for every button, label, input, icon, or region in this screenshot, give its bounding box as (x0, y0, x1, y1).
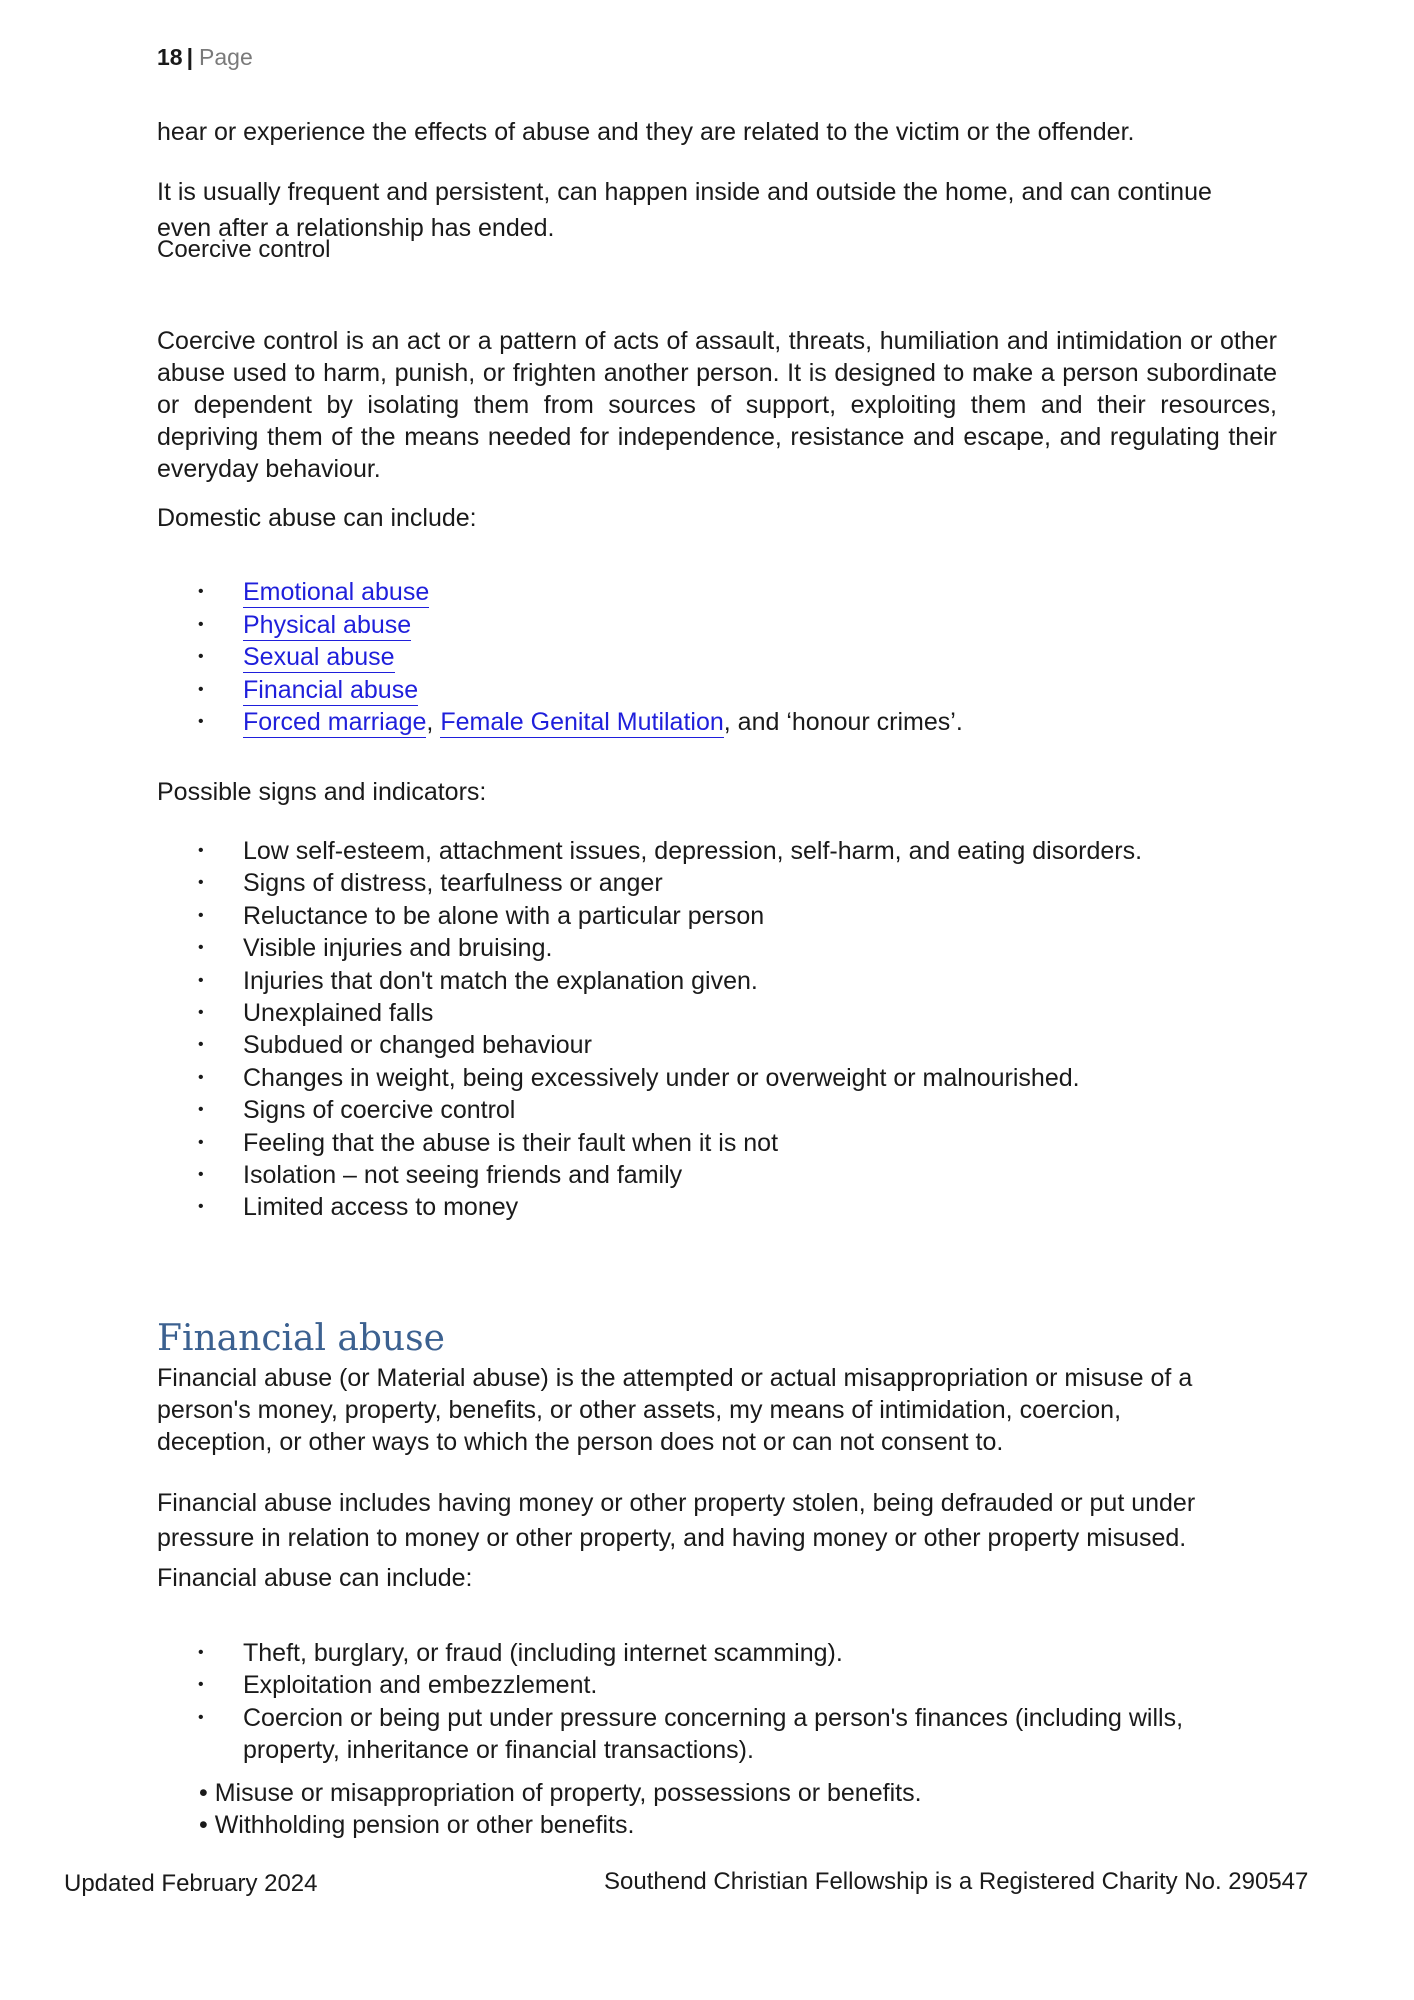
list-item (198, 835, 1142, 867)
physical-abuse-link[interactable]: Physical abuse (243, 610, 412, 639)
bullet: • (198, 1644, 204, 1661)
list-item (198, 1094, 1142, 1126)
list-item (198, 576, 963, 609)
list-item (198, 1669, 1258, 1701)
bullet: • (198, 713, 204, 731)
list-item (198, 1127, 1142, 1159)
list-item-text: Changes in weight, being excessively under or overweight or malnourished. (243, 1063, 1080, 1092)
list-item-text: Isolation – not seeing friends and family (243, 1161, 683, 1190)
comma: , (426, 708, 434, 737)
list-item (198, 965, 1142, 997)
footer-charity: Southend Christian Fellowship is a Registered Charity No. 290547 (604, 1868, 1309, 1895)
list-item-text: Signs of coercive control (243, 1096, 516, 1125)
list-item (198, 706, 963, 739)
bullet: • (198, 971, 204, 989)
list-item-text: Theft, burglary, or fraud (including internet scamming). (243, 1639, 843, 1667)
list-item-text: Injuries that don't match the explanation given. (243, 966, 758, 995)
bullet: • (198, 1708, 204, 1726)
bullet: • (198, 680, 204, 698)
bullet: • (198, 1166, 204, 1184)
bullet: • (198, 1068, 204, 1086)
bullet: • (198, 648, 204, 666)
coercive-control-heading: Coercive control (157, 236, 331, 263)
list-item-text: Subdued or changed behaviour (243, 1031, 592, 1060)
signs-intro: Possible signs and indicators: (157, 778, 487, 806)
bullet: • (198, 1036, 204, 1054)
bullet: • (198, 1676, 204, 1694)
list-item-text: Reluctance to be alone with a particular person (243, 901, 765, 930)
sexual-abuse-link[interactable]: Sexual abuse (243, 643, 395, 672)
list-item-text: Exploitation and embezzlement. (243, 1671, 598, 1700)
page-number: 18 (157, 44, 183, 70)
honour-crimes-text: , and ‘honour crimes’. (723, 708, 963, 737)
bullet: • (198, 1101, 204, 1119)
domestic-abuse-list (198, 576, 963, 739)
list-item (198, 1062, 1142, 1094)
signs-list (198, 835, 1142, 1224)
list-item (198, 641, 963, 674)
page-separator: | (186, 44, 194, 70)
list-item (198, 1637, 1258, 1669)
female-genital-mutilation-link[interactable]: Female Genital Mutilation (440, 708, 724, 737)
financial-abuse-para-1: Financial abuse (or Material abuse) is the attempted or actual misappropriation or misuse of a person's money, property, benefits, or other assets, my means of intimidation, coercion, deception, or other ways to which the person does not or can not consent to. (157, 1364, 1193, 1456)
list-item-text: Coercion or being put under pressure concerning a person's finances (including wills, property, inheritance or financial transactions). (243, 1703, 1184, 1765)
page-label: Page (199, 44, 253, 70)
list-item-text: Unexplained falls (243, 999, 434, 1028)
forced-marriage-link[interactable]: Forced marriage (243, 708, 427, 737)
list-item (198, 867, 1142, 899)
misuse-item: • Misuse or misappropriation of property, possessions or benefits. (199, 1779, 922, 1807)
withholding-item: • Withholding pension or other benefits. (199, 1811, 635, 1839)
intro-line-2: It is usually frequent and persistent, can happen inside and outside the home, and can continue even after a relationship has ended. (157, 178, 1212, 242)
list-item-text: Signs of distress, tearfulness or anger (243, 869, 663, 898)
list-item (198, 609, 963, 642)
list-item (198, 1702, 1258, 1767)
list-item (198, 1191, 1142, 1223)
list-item-text: Feeling that the abuse is their fault when it is not (243, 1128, 779, 1157)
bullet: • (198, 583, 204, 600)
bullet: • (198, 874, 204, 892)
list-item (198, 674, 963, 707)
financial-abuse-link[interactable]: Financial abuse (243, 675, 419, 704)
emotional-abuse-link[interactable]: Emotional abuse (243, 578, 430, 606)
list-item (198, 932, 1142, 964)
list-item-text: Limited access to money (243, 1193, 519, 1222)
list-item-text: Visible injuries and bruising. (243, 934, 553, 963)
bullet: • (198, 615, 204, 633)
bullet: • (198, 906, 204, 924)
list-item (198, 1159, 1142, 1191)
financial-abuse-intro: Financial abuse can include: (157, 1564, 473, 1592)
footer-updated: Updated February 2024 (64, 1870, 318, 1897)
bullet: • (198, 939, 204, 957)
domestic-abuse-intro: Domestic abuse can include: (157, 504, 477, 532)
bullet: • (198, 1004, 204, 1022)
financial-abuse-list (198, 1637, 1258, 1767)
list-item (198, 1029, 1142, 1061)
page-header (157, 44, 253, 71)
bullet: • (198, 842, 204, 859)
bullet: • (198, 1198, 204, 1216)
intro-line-1: hear or experience the effects of abuse and they are related to the victim or the offender. (157, 118, 1135, 146)
list-item-text: Low self-esteem, attachment issues, depression, self-harm, and eating disorders. (243, 837, 1143, 865)
bullet: • (198, 1133, 204, 1151)
list-item (198, 997, 1142, 1029)
financial-abuse-para-2: Financial abuse includes having money or other property stolen, being defrauded or put under pressure in relation to money or other property, and having money or other property misused. (157, 1489, 1196, 1552)
financial-abuse-heading: Financial abuse (157, 1318, 445, 1359)
coercive-control-body: Coercive control is an act or a pattern of acts of assault, threats, humiliation and intimidation or other abuse used to harm, punish, or frighten another person. It is designed to make a person subordinate or dependent by isolating them from sources of support, exploiting them and their resources, depriving them of the means needed for independence, resistance and escape, and regulating their everyday behaviour. (157, 327, 1277, 483)
list-item (198, 900, 1142, 932)
